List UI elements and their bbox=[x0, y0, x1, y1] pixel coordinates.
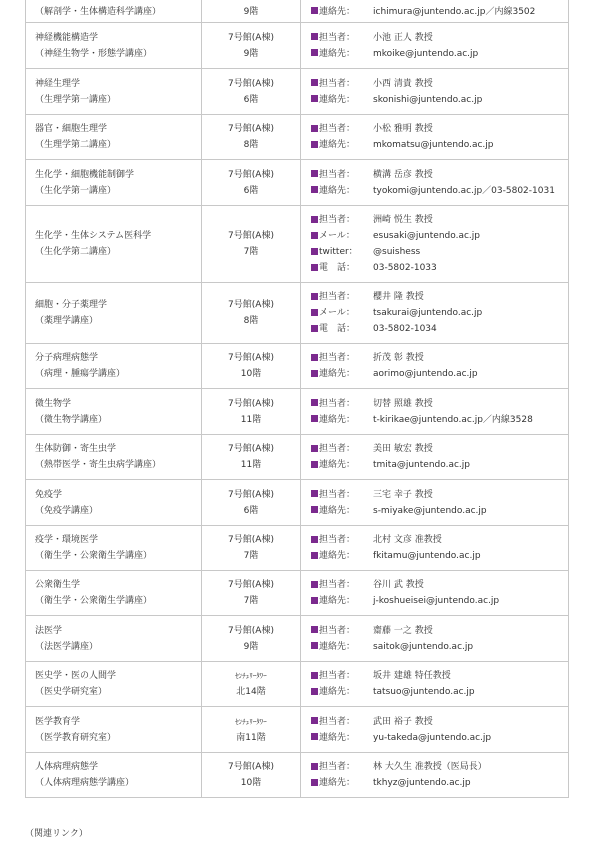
contact-cell bbox=[301, 753, 569, 798]
location-cell bbox=[202, 283, 301, 344]
square-bullet-icon bbox=[311, 125, 318, 132]
contact-value: 洲崎 悦生 教授 bbox=[373, 215, 433, 225]
department-name: 生化学・生体システム医科学 bbox=[35, 231, 152, 241]
contact-line bbox=[311, 668, 568, 684]
contact-value: 三宅 幸子 教授 bbox=[373, 489, 433, 500]
square-bullet-icon bbox=[311, 763, 318, 770]
table-row bbox=[26, 707, 569, 753]
building-name: 7号館(A棟) bbox=[228, 32, 274, 43]
contact-line bbox=[311, 121, 568, 137]
contact-line bbox=[311, 4, 568, 20]
department-name: 生体防御・寄生虫学 bbox=[35, 444, 117, 454]
contact-email[interactable]: t-kirikae@juntendo.ac.jp／内線3528 bbox=[373, 414, 533, 425]
department-name: 医史学・医の人間学 bbox=[35, 671, 117, 681]
contact-line bbox=[311, 487, 568, 503]
contact-line bbox=[311, 441, 568, 457]
contact-value bbox=[373, 0, 442, 1]
department-cell bbox=[26, 0, 202, 23]
contact-cell bbox=[301, 69, 569, 115]
contact-cell bbox=[301, 344, 569, 389]
department-name: 神経生理学 bbox=[35, 78, 81, 89]
contact-label: メール： bbox=[319, 308, 355, 318]
contact-line bbox=[311, 759, 568, 775]
department-course: （人体病理病態学講座） bbox=[35, 778, 135, 788]
contact-value: 坂井 建雄 特任教授 bbox=[373, 671, 451, 681]
contact-label: 担当者： bbox=[319, 625, 356, 636]
contact-label: 連絡先： bbox=[319, 94, 356, 105]
table-row bbox=[26, 389, 569, 435]
department-course: （生理学第一講座） bbox=[35, 94, 117, 105]
location-cell bbox=[202, 753, 301, 798]
square-bullet-icon bbox=[311, 415, 318, 422]
contact-line bbox=[311, 412, 568, 428]
contact-cell bbox=[301, 206, 569, 283]
location-cell bbox=[202, 480, 301, 526]
building-name: 7号館(A棟) bbox=[228, 535, 274, 545]
floor-number: 7階 bbox=[243, 596, 259, 606]
contact-line bbox=[311, 30, 568, 46]
contact-label: 担当者： bbox=[319, 292, 356, 302]
square-bullet-icon bbox=[311, 170, 318, 177]
contact-label: 担当者： bbox=[319, 716, 356, 727]
contact-value: 美田 敏宏 教授 bbox=[373, 444, 433, 454]
related-links-heading: （関連リンク） bbox=[25, 829, 88, 839]
contact-line bbox=[311, 321, 568, 337]
department-cell bbox=[26, 283, 202, 344]
building-name: 7号館(A棟) bbox=[228, 231, 274, 241]
square-bullet-icon bbox=[311, 399, 318, 406]
contact-value: @suishess bbox=[373, 247, 421, 257]
contact-label: 担当者： bbox=[319, 124, 356, 134]
floor-number: 9階 bbox=[243, 48, 259, 59]
contact-label: 担当者： bbox=[319, 353, 356, 363]
contact-cell bbox=[301, 389, 569, 435]
contact-cell bbox=[301, 571, 569, 616]
contact-label: 連絡先： bbox=[319, 596, 356, 606]
floor-number: 6階 bbox=[243, 185, 259, 196]
contact-email[interactable]: tsakurai@juntendo.ac.jp bbox=[373, 308, 483, 318]
square-bullet-icon bbox=[311, 232, 318, 239]
square-bullet-icon bbox=[311, 33, 318, 40]
floor-number: 9階 bbox=[243, 641, 259, 652]
floor-number: 11階 bbox=[240, 460, 262, 470]
square-bullet-icon bbox=[311, 779, 318, 786]
department-cell bbox=[26, 389, 202, 435]
contact-label: 連絡先： bbox=[319, 687, 356, 697]
contact-line bbox=[311, 593, 568, 609]
department-cell bbox=[26, 480, 202, 526]
contact-line bbox=[311, 305, 568, 321]
department-course: （解剖学・生体構造科学講座） bbox=[35, 6, 162, 17]
contact-line bbox=[311, 76, 568, 92]
contact-value: 林 大久生 准教授（医局長） bbox=[373, 762, 487, 772]
department-name: 神経機能構造学 bbox=[35, 32, 99, 43]
table-row bbox=[26, 115, 569, 160]
contact-cell bbox=[301, 480, 569, 526]
contact-cell bbox=[301, 526, 569, 571]
contact-label: 連絡先： bbox=[319, 641, 356, 652]
square-bullet-icon bbox=[311, 506, 318, 513]
contact-line bbox=[311, 730, 568, 746]
square-bullet-icon bbox=[311, 141, 318, 148]
department-cell bbox=[26, 571, 202, 616]
department-cell bbox=[26, 435, 202, 480]
contact-label: 担当者： bbox=[319, 398, 356, 409]
building-name: ｾﾝﾁｭﾘｰﾀﾜｰ bbox=[235, 672, 267, 680]
department-cell bbox=[26, 23, 202, 69]
contact-value: 切替 照雄 教授 bbox=[373, 398, 433, 409]
department-cell bbox=[26, 753, 202, 798]
department-name: 法医学 bbox=[35, 625, 63, 636]
contact-line bbox=[311, 532, 568, 548]
contact-cell bbox=[301, 115, 569, 160]
building-name: 7号館(A棟) bbox=[228, 353, 274, 363]
contact-label: 連絡先： bbox=[319, 778, 356, 788]
contact-value: 武田 裕子 教授 bbox=[373, 716, 433, 727]
floor-number: 9階 bbox=[243, 6, 259, 17]
department-name: 微生物学 bbox=[35, 398, 72, 409]
table-row bbox=[26, 571, 569, 616]
floor-number: 10階 bbox=[240, 778, 262, 788]
contact-email[interactable]: esusaki@juntendo.ac.jp bbox=[373, 231, 480, 241]
location-cell bbox=[202, 571, 301, 616]
building-name: 7号館(A棟) bbox=[228, 489, 274, 500]
contact-email[interactable]: j-koshueisei@juntendo.ac.jp bbox=[373, 596, 500, 606]
square-bullet-icon bbox=[311, 717, 318, 724]
location-cell bbox=[202, 344, 301, 389]
contact-line bbox=[311, 714, 568, 730]
contact-label: 連絡先： bbox=[319, 140, 356, 150]
contact-email[interactable]: tatsuo@juntendo.ac.jp bbox=[373, 687, 475, 697]
department-course: （生理学第二講座） bbox=[35, 140, 117, 150]
contact-label: 連絡先： bbox=[319, 505, 356, 516]
contact-value: 北村 文彦 准教授 bbox=[373, 535, 442, 545]
contact-cell bbox=[301, 23, 569, 69]
table-row bbox=[26, 283, 569, 344]
department-course: （神経生物学・形態学講座） bbox=[35, 48, 153, 59]
square-bullet-icon bbox=[311, 461, 318, 468]
contact-line bbox=[311, 457, 568, 473]
floor-number: 7階 bbox=[243, 551, 259, 561]
contact-label: 担当者： bbox=[319, 78, 356, 89]
location-cell bbox=[202, 616, 301, 662]
contact-line bbox=[311, 212, 568, 228]
contact-line bbox=[311, 623, 568, 639]
building-name: 7号館(A棟) bbox=[228, 625, 274, 636]
contact-value: 小西 清貴 教授 bbox=[373, 78, 433, 89]
department-cell bbox=[26, 526, 202, 571]
location-cell bbox=[202, 160, 301, 206]
department-name: 人体病理病態学 bbox=[35, 762, 99, 772]
location-cell bbox=[202, 707, 301, 753]
contact-email[interactable]: tkhyz@juntendo.ac.jp bbox=[373, 778, 471, 788]
department-name: 分子病理病態学 bbox=[35, 353, 99, 363]
contact-email[interactable]: ichimura@juntendo.ac.jp／内線3502 bbox=[373, 6, 536, 17]
contact-line bbox=[311, 366, 568, 382]
department-course: （医学教育研究室） bbox=[35, 732, 117, 743]
contact-value: 小池 正人 教授 bbox=[373, 32, 433, 43]
department-cell bbox=[26, 707, 202, 753]
table-row bbox=[26, 435, 569, 480]
table-row bbox=[26, 0, 569, 23]
square-bullet-icon bbox=[311, 264, 318, 271]
contact-line bbox=[311, 183, 568, 199]
department-cell bbox=[26, 616, 202, 662]
square-bullet-icon bbox=[311, 325, 318, 332]
contact-line bbox=[311, 46, 568, 62]
department-name: 疫学・環境医学 bbox=[35, 535, 99, 545]
square-bullet-icon bbox=[311, 733, 318, 740]
location-cell bbox=[202, 526, 301, 571]
contact-value: 谷川 武 教授 bbox=[373, 580, 424, 590]
contact-label: 担当者： bbox=[319, 580, 356, 590]
contact-value: 櫻井 隆 教授 bbox=[373, 292, 424, 302]
location-cell bbox=[202, 206, 301, 283]
table-row bbox=[26, 69, 569, 115]
square-bullet-icon bbox=[311, 216, 318, 223]
table-row bbox=[26, 662, 569, 707]
square-bullet-icon bbox=[311, 597, 318, 604]
contact-email[interactable]: fkitamu@juntendo.ac.jp bbox=[373, 551, 481, 561]
contact-cell bbox=[301, 616, 569, 662]
building-name: 7号館(A棟) bbox=[228, 762, 274, 772]
contact-line bbox=[311, 260, 568, 276]
contact-label: 連絡先： bbox=[319, 48, 356, 59]
building-name: 7号館(A棟) bbox=[228, 444, 274, 454]
contact-email[interactable]: saitok@juntendo.ac.jp bbox=[373, 641, 474, 652]
contact-line bbox=[311, 92, 568, 108]
department-cell bbox=[26, 69, 202, 115]
contact-cell bbox=[301, 435, 569, 480]
contact-label: 担当者： bbox=[319, 215, 356, 225]
square-bullet-icon bbox=[311, 49, 318, 56]
contact-line bbox=[311, 396, 568, 412]
table-row bbox=[26, 753, 569, 798]
square-bullet-icon bbox=[311, 581, 318, 588]
contact-label: 連絡先： bbox=[319, 460, 356, 470]
contact-line bbox=[311, 639, 568, 655]
contact-cell bbox=[301, 707, 569, 753]
square-bullet-icon bbox=[311, 95, 318, 102]
table-row bbox=[26, 344, 569, 389]
contact-label: 担当者： bbox=[319, 32, 356, 43]
contact-label: メール： bbox=[319, 231, 355, 241]
department-name: 細胞・分子薬理学 bbox=[35, 300, 108, 310]
contact-value: 齋藤 一之 教授 bbox=[373, 625, 433, 636]
contact-label: 連絡先： bbox=[319, 369, 356, 379]
contact-email[interactable]: tmita@juntendo.ac.jp bbox=[373, 460, 470, 470]
building-name: 7号館(A棟) bbox=[228, 398, 274, 409]
contact-email[interactable]: tyokomi@juntendo.ac.jp／03-5802-1031 bbox=[373, 185, 555, 196]
department-course: （薬理学講座） bbox=[35, 316, 99, 326]
floor-number: 6階 bbox=[243, 94, 259, 105]
contact-line bbox=[311, 577, 568, 593]
table-row bbox=[26, 480, 569, 526]
department-course: （衛生学・公衆衛生学講座） bbox=[35, 551, 153, 561]
location-cell bbox=[202, 389, 301, 435]
location-cell bbox=[202, 662, 301, 707]
department-contact-table bbox=[25, 0, 569, 798]
department-course: （熱帯医学・寄生虫病学講座） bbox=[35, 460, 162, 470]
location-cell bbox=[202, 115, 301, 160]
square-bullet-icon bbox=[311, 490, 318, 497]
table-row bbox=[26, 206, 569, 283]
contact-line bbox=[311, 503, 568, 519]
contact-value: 03-5802-1034 bbox=[373, 324, 437, 334]
department-contact-table-wrapper bbox=[25, 0, 569, 798]
department-contact-table-body bbox=[26, 0, 569, 798]
department-course: （生化学第二講座） bbox=[35, 247, 117, 257]
department-course: （微生物学講座） bbox=[35, 414, 108, 425]
contact-cell bbox=[301, 283, 569, 344]
contact-line bbox=[311, 289, 568, 305]
floor-number: 7階 bbox=[243, 247, 259, 257]
contact-value: 折茂 彰 教授 bbox=[373, 353, 424, 363]
department-name: 器官・細胞生理学 bbox=[35, 124, 108, 134]
department-name: 医学教育学 bbox=[35, 716, 81, 727]
square-bullet-icon bbox=[311, 445, 318, 452]
contact-label: twitter： bbox=[319, 247, 358, 257]
square-bullet-icon bbox=[311, 536, 318, 543]
department-course: （医史学研究室） bbox=[35, 687, 108, 697]
square-bullet-icon bbox=[311, 552, 318, 559]
department-course: （衛生学・公衆衛生学講座） bbox=[35, 596, 153, 606]
contact-label: 担当者： bbox=[319, 444, 356, 454]
contact-label: 担当者： bbox=[319, 535, 356, 545]
square-bullet-icon bbox=[311, 293, 318, 300]
contact-email[interactable]: mkoike@juntendo.ac.jp bbox=[373, 48, 479, 59]
contact-email[interactable]: yu-takeda@juntendo.ac.jp bbox=[373, 732, 492, 743]
department-name: 生化学・細胞機能制御学 bbox=[35, 169, 135, 180]
contact-label: 電 話： bbox=[319, 324, 356, 334]
contact-line bbox=[311, 167, 568, 183]
department-cell bbox=[26, 160, 202, 206]
square-bullet-icon bbox=[311, 688, 318, 695]
department-course: （法医学講座） bbox=[35, 641, 99, 652]
location-cell bbox=[202, 0, 301, 23]
floor-number: 8階 bbox=[243, 140, 259, 150]
contact-email[interactable]: s-miyake@juntendo.ac.jp bbox=[373, 505, 487, 516]
floor-number: 6階 bbox=[243, 505, 259, 516]
contact-email[interactable]: aorimo@juntendo.ac.jp bbox=[373, 369, 478, 379]
contact-label: 連絡先： bbox=[319, 551, 356, 561]
square-bullet-icon bbox=[311, 309, 318, 316]
contact-line bbox=[311, 548, 568, 564]
contact-line bbox=[311, 228, 568, 244]
contact-email[interactable]: mkomatsu@juntendo.ac.jp bbox=[373, 140, 494, 150]
building-name: 7号館(A棟) bbox=[228, 78, 274, 89]
table-row bbox=[26, 23, 569, 69]
floor-number: 11階 bbox=[240, 414, 262, 425]
square-bullet-icon bbox=[311, 626, 318, 633]
table-row bbox=[26, 616, 569, 662]
contact-line bbox=[311, 350, 568, 366]
building-name: ｾﾝﾁｭﾘｰﾀﾜｰ bbox=[235, 717, 267, 726]
floor-number: 南11階 bbox=[236, 732, 266, 743]
department-course: （生化学第一講座） bbox=[35, 185, 117, 196]
contact-label: 担当者： bbox=[319, 762, 356, 772]
contact-email[interactable]: skonishi@juntendo.ac.jp bbox=[373, 94, 483, 105]
square-bullet-icon bbox=[311, 672, 318, 679]
contact-label: 担当者： bbox=[319, 489, 356, 500]
building-name: 7号館(A棟) bbox=[228, 169, 274, 180]
department-course: （病理・腫瘍学講座） bbox=[35, 369, 126, 379]
contact-value: 03-5802-1033 bbox=[373, 263, 437, 273]
floor-number: 10階 bbox=[240, 369, 262, 379]
department-name: 免疫学 bbox=[35, 489, 63, 500]
contact-value: 横溝 岳彦 教授 bbox=[373, 169, 433, 180]
square-bullet-icon bbox=[311, 354, 318, 361]
square-bullet-icon bbox=[311, 7, 318, 14]
contact-line bbox=[311, 244, 568, 260]
contact-label: 連絡先： bbox=[319, 6, 356, 17]
contact-value: 小松 雅明 教授 bbox=[373, 124, 433, 134]
table-row bbox=[26, 526, 569, 571]
contact-label: 連絡先： bbox=[319, 414, 356, 425]
department-course: （免疫学講座） bbox=[35, 505, 99, 516]
table-row bbox=[26, 160, 569, 206]
floor-number: 北14階 bbox=[236, 687, 266, 697]
building-name: 7号館(A棟) bbox=[228, 300, 274, 310]
contact-cell bbox=[301, 160, 569, 206]
contact-label: 電 話： bbox=[319, 263, 356, 273]
contact-line bbox=[311, 137, 568, 153]
contact-line bbox=[311, 684, 568, 700]
department-name: 公衆衛生学 bbox=[35, 580, 81, 590]
contact-label: 担当者： bbox=[319, 169, 356, 180]
contact-label: 連絡先： bbox=[319, 185, 356, 196]
square-bullet-icon bbox=[311, 79, 318, 86]
department-cell bbox=[26, 344, 202, 389]
department-cell bbox=[26, 662, 202, 707]
contact-line bbox=[311, 775, 568, 791]
location-cell bbox=[202, 435, 301, 480]
building-name: 7号館(A棟) bbox=[228, 580, 274, 590]
department-cell bbox=[26, 206, 202, 283]
contact-label: 連絡先： bbox=[319, 732, 356, 743]
contact-label: 担当者： bbox=[319, 671, 356, 681]
square-bullet-icon bbox=[311, 186, 318, 193]
square-bullet-icon bbox=[311, 370, 318, 377]
floor-number: 8階 bbox=[243, 316, 259, 326]
contact-cell bbox=[301, 0, 569, 23]
location-cell bbox=[202, 69, 301, 115]
building-name: 7号館(A棟) bbox=[228, 124, 274, 134]
contact-cell bbox=[301, 662, 569, 707]
location-cell bbox=[202, 23, 301, 69]
square-bullet-icon bbox=[311, 642, 318, 649]
square-bullet-icon bbox=[311, 248, 318, 255]
department-cell bbox=[26, 115, 202, 160]
